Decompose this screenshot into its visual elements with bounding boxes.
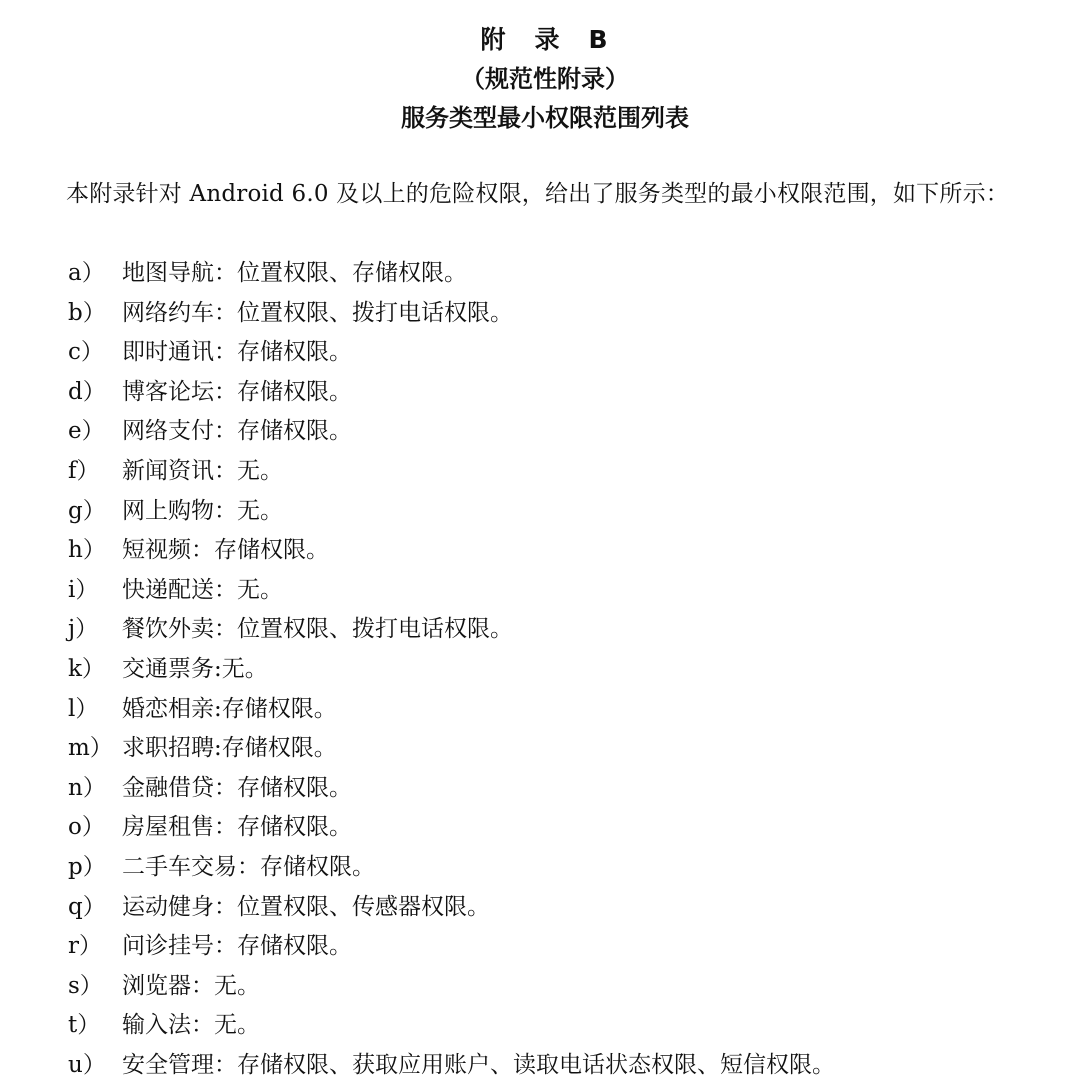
list-item-marker: t） bbox=[68, 1012, 101, 1039]
list-item-marker: u） bbox=[68, 1051, 106, 1078]
list-item-text: 浏览器：无。 bbox=[122, 972, 260, 999]
list-item-text: 快递配送：无。 bbox=[122, 576, 283, 603]
list-item-marker: r） bbox=[68, 933, 102, 960]
list-item-text: 婚恋相亲:存储权限。 bbox=[122, 695, 337, 722]
list-item-marker: j） bbox=[68, 616, 99, 643]
list-item-text: 即时通讯：存储权限。 bbox=[122, 339, 352, 366]
list-item-marker: m） bbox=[68, 735, 113, 762]
list-item-text: 博客论坛：存储权限。 bbox=[122, 378, 352, 405]
list-item-marker: n） bbox=[68, 774, 106, 801]
list-item-marker: i） bbox=[68, 576, 99, 603]
list-item-marker: k） bbox=[68, 655, 105, 682]
list-item-marker: l） bbox=[68, 695, 99, 722]
list-item-marker: c） bbox=[68, 339, 104, 366]
list-item-text: 金融借贷：存储权限。 bbox=[122, 774, 352, 801]
list-item-marker: q） bbox=[68, 893, 106, 920]
list-item-marker: p） bbox=[68, 853, 106, 880]
list-item-text: 网络约车：位置权限、拨打电话权限。 bbox=[122, 299, 513, 326]
list-item-text: 交通票务:无。 bbox=[122, 655, 268, 682]
list-item-marker: g） bbox=[68, 497, 106, 524]
list-item-text: 运动健身：位置权限、传感器权限。 bbox=[122, 893, 490, 920]
list-item-marker: s） bbox=[68, 972, 103, 999]
list-item-marker: b） bbox=[68, 299, 106, 326]
list-item-text: 安全管理：存储权限、获取应用账户、读取电话状态权限、短信权限。 bbox=[122, 1051, 835, 1078]
list-item-text: 二手车交易：存储权限。 bbox=[122, 853, 375, 880]
list-item-text: 问诊挂号：存储权限。 bbox=[122, 933, 352, 960]
list-item-text: 网络支付：存储权限。 bbox=[122, 418, 352, 445]
intro-paragraph: 本附录针对 Android 6.0 及以上的危险权限，给出了服务类型的最小权限范围，如下所示： bbox=[66, 181, 1009, 207]
list-item-marker: f） bbox=[68, 457, 100, 484]
list-item-text: 输入法：无。 bbox=[122, 1012, 260, 1039]
appendix-type: （规范性附录） bbox=[461, 65, 629, 93]
list-item-marker: o） bbox=[68, 814, 105, 841]
list-item-text: 短视频：存储权限。 bbox=[122, 537, 329, 564]
list-item-text: 网上购物：无。 bbox=[122, 497, 283, 524]
list-item-marker: d） bbox=[68, 378, 106, 405]
list-item-marker: a） bbox=[68, 260, 105, 286]
list-item-text: 地图导航：位置权限、存储权限。 bbox=[122, 260, 467, 286]
list-item-text: 新闻资讯：无。 bbox=[122, 457, 283, 484]
list-item-marker: h） bbox=[68, 537, 106, 564]
list-item-marker: e） bbox=[68, 418, 105, 445]
list-item-text: 求职招聘:存储权限。 bbox=[122, 735, 337, 762]
list-item-text: 房屋租售：存储权限。 bbox=[122, 814, 352, 841]
appendix-caption: 服务类型最小权限范围列表 bbox=[401, 104, 689, 132]
appendix-title: 附 录 B bbox=[480, 25, 610, 54]
list-item-text: 餐饮外卖：位置权限、拨打电话权限。 bbox=[122, 616, 513, 643]
